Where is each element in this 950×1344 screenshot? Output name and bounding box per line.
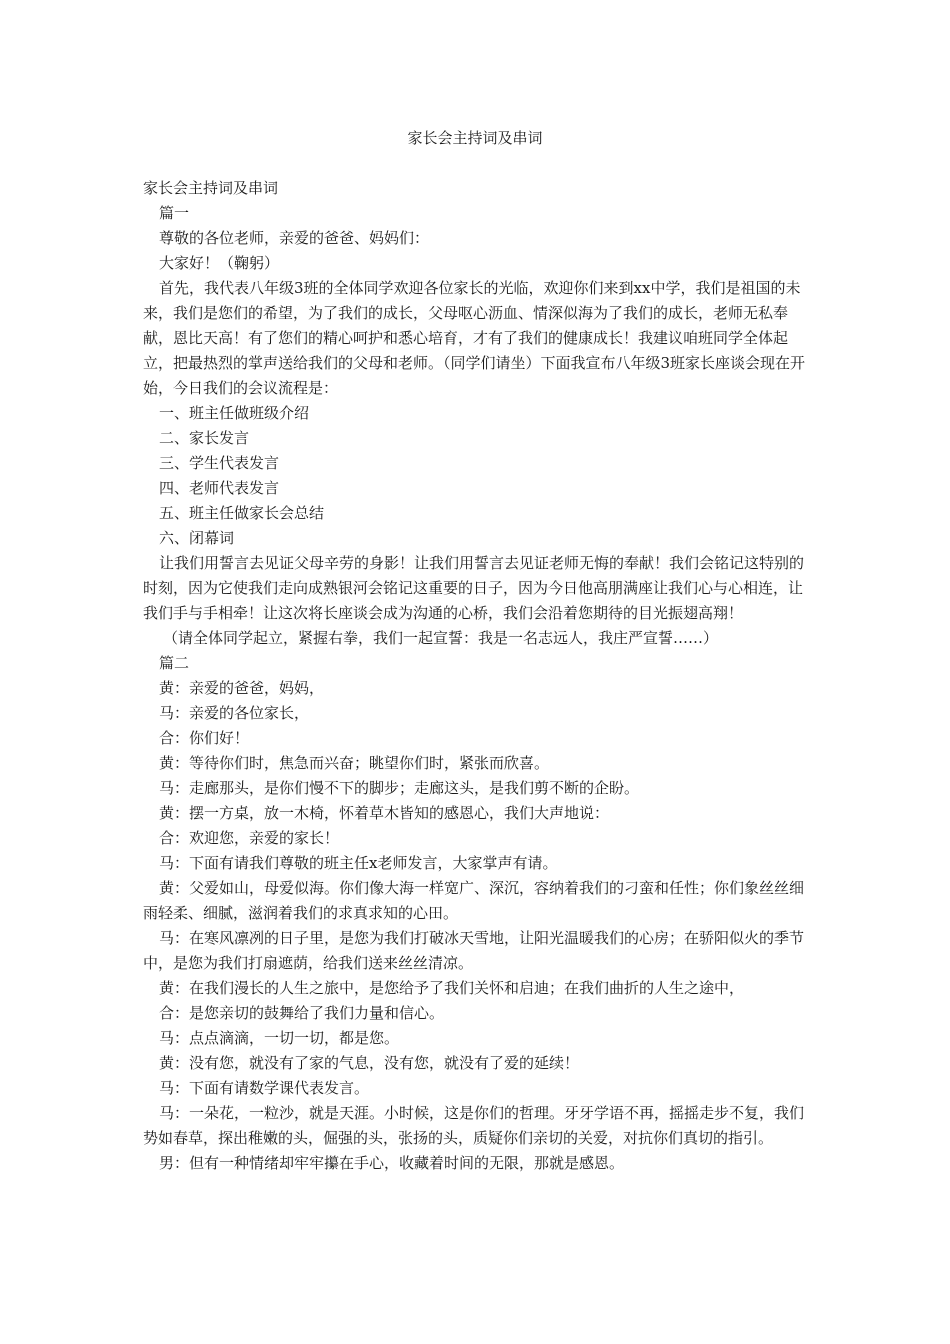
paragraph: 马：下面有请我们尊敬的班主任x老师发言，大家掌声有请。 bbox=[159, 854, 558, 872]
paragraph: 让我们用誓言去见证父母辛劳的身影！让我们用誓言去见证老师无悔的奉献！我们会铭记这特别的时刻，因为它使我们走向成熟银河会铭记这重要的日子，因为今日他高朋满座让我们心与心相连，让我们手与手相牵！让这次将长座谈会成为沟通的心桥，我们会沿着您期待的目光振翅高翔！ bbox=[143, 554, 805, 622]
paragraph: 黄：摆一方桌，放一木椅，怀着草木皆知的感恩心，我们大声地说： bbox=[159, 804, 610, 822]
paragraph: 四、老师代表发言 bbox=[159, 479, 280, 497]
paragraph: 黄：没有您，就没有了家的气息，没有您，就没有了爱的延续！ bbox=[159, 1054, 580, 1072]
document-title: 家长会主持词及串词 bbox=[407, 129, 543, 147]
paragraph: 三、学生代表发言 bbox=[159, 454, 280, 472]
paragraph: 男：但有一种情绪却牢牢攥在手心，收藏着时间的无限，那就是感恩。 bbox=[159, 1154, 625, 1172]
paragraph: 马：亲爱的各位家长， bbox=[159, 704, 310, 722]
paragraph: 篇一 bbox=[159, 204, 190, 222]
paragraph: （请全体同学起立，紧握右拳，我们一起宣誓：我是一名志远人，我庄严宣誓……） bbox=[163, 629, 719, 647]
paragraph: 黄：亲爱的爸爸，妈妈， bbox=[159, 679, 325, 697]
paragraph: 家长会主持词及串词 bbox=[143, 179, 279, 197]
paragraph: 马：走廊那头，是你们慢不下的脚步；走廊这头，是我们剪不断的企盼。 bbox=[159, 779, 640, 797]
paragraph: 马：在寒风凛冽的日子里，是您为我们打破冰天雪地，让阳光温暖我们的心房；在骄阳似火的季节中，是您为我们打扇遮荫，给我们送来丝丝清凉。 bbox=[143, 929, 805, 972]
document-body bbox=[143, 176, 813, 1176]
paragraph: 篇二 bbox=[159, 654, 190, 672]
paragraph: 一、班主任做班级介绍 bbox=[159, 404, 310, 422]
paragraph: 黄：父爱如山，母爱似海。你们像大海一样宽广、深沉，容纳着我们的刁蛮和任性；你们象丝丝细雨轻柔、细腻，滋润着我们的求真求知的心田。 bbox=[143, 879, 805, 922]
paragraph: 马：点点滴滴，一切一切，都是您。 bbox=[159, 1029, 400, 1047]
paragraph: 六、闭幕词 bbox=[159, 529, 235, 547]
paragraph: 合：欢迎您，亲爱的家长！ bbox=[159, 829, 340, 847]
paragraph: 合：你们好！ bbox=[159, 729, 250, 747]
paragraph: 马：下面有请数学课代表发言。 bbox=[159, 1079, 370, 1097]
paragraph: 马：一朵花，一粒沙，就是天涯。小时候，这是你们的哲理。牙牙学语不再，摇摇走步不复，我们势如春草，探出稚嫩的头，倔强的头，张扬的头，质疑你们亲切的关爱，对抗你们真切的指引。 bbox=[143, 1104, 805, 1147]
paragraph: 二、家长发言 bbox=[159, 429, 250, 447]
paragraph: 合：是您亲切的鼓舞给了我们力量和信心。 bbox=[159, 1004, 445, 1022]
paragraph: 尊敬的各位老师，亲爱的爸爸、妈妈们： bbox=[159, 229, 430, 247]
paragraph: 黄：在我们漫长的人生之旅中，是您给予了我们关怀和启迪；在我们曲折的人生之途中， bbox=[159, 979, 745, 997]
paragraph: 五、班主任做家长会总结 bbox=[159, 504, 325, 522]
paragraph: 大家好！（鞠躬） bbox=[159, 254, 280, 272]
paragraph: 首先，我代表八年级3班的全体同学欢迎各位家长的光临，欢迎你们来到xx中学，我们是祖国的未来，我们是您们的希望，为了我们的成长，父母呕心沥血、情深似海为了我们的成长，老师无私奉献，恩比天高！有了您们的精心呵护和悉心培育，才有了我们的健康成长！我建议咱班同学全体起立，把最热烈的掌声送给我们的父母和老师。（同学们请坐）下面我宣布八年级3班家长座谈会现在开始，今日我们的会议流程是： bbox=[143, 279, 806, 397]
paragraph: 黄：等待你们时，焦急而兴奋；眺望你们时，紧张而欣喜。 bbox=[159, 754, 550, 772]
